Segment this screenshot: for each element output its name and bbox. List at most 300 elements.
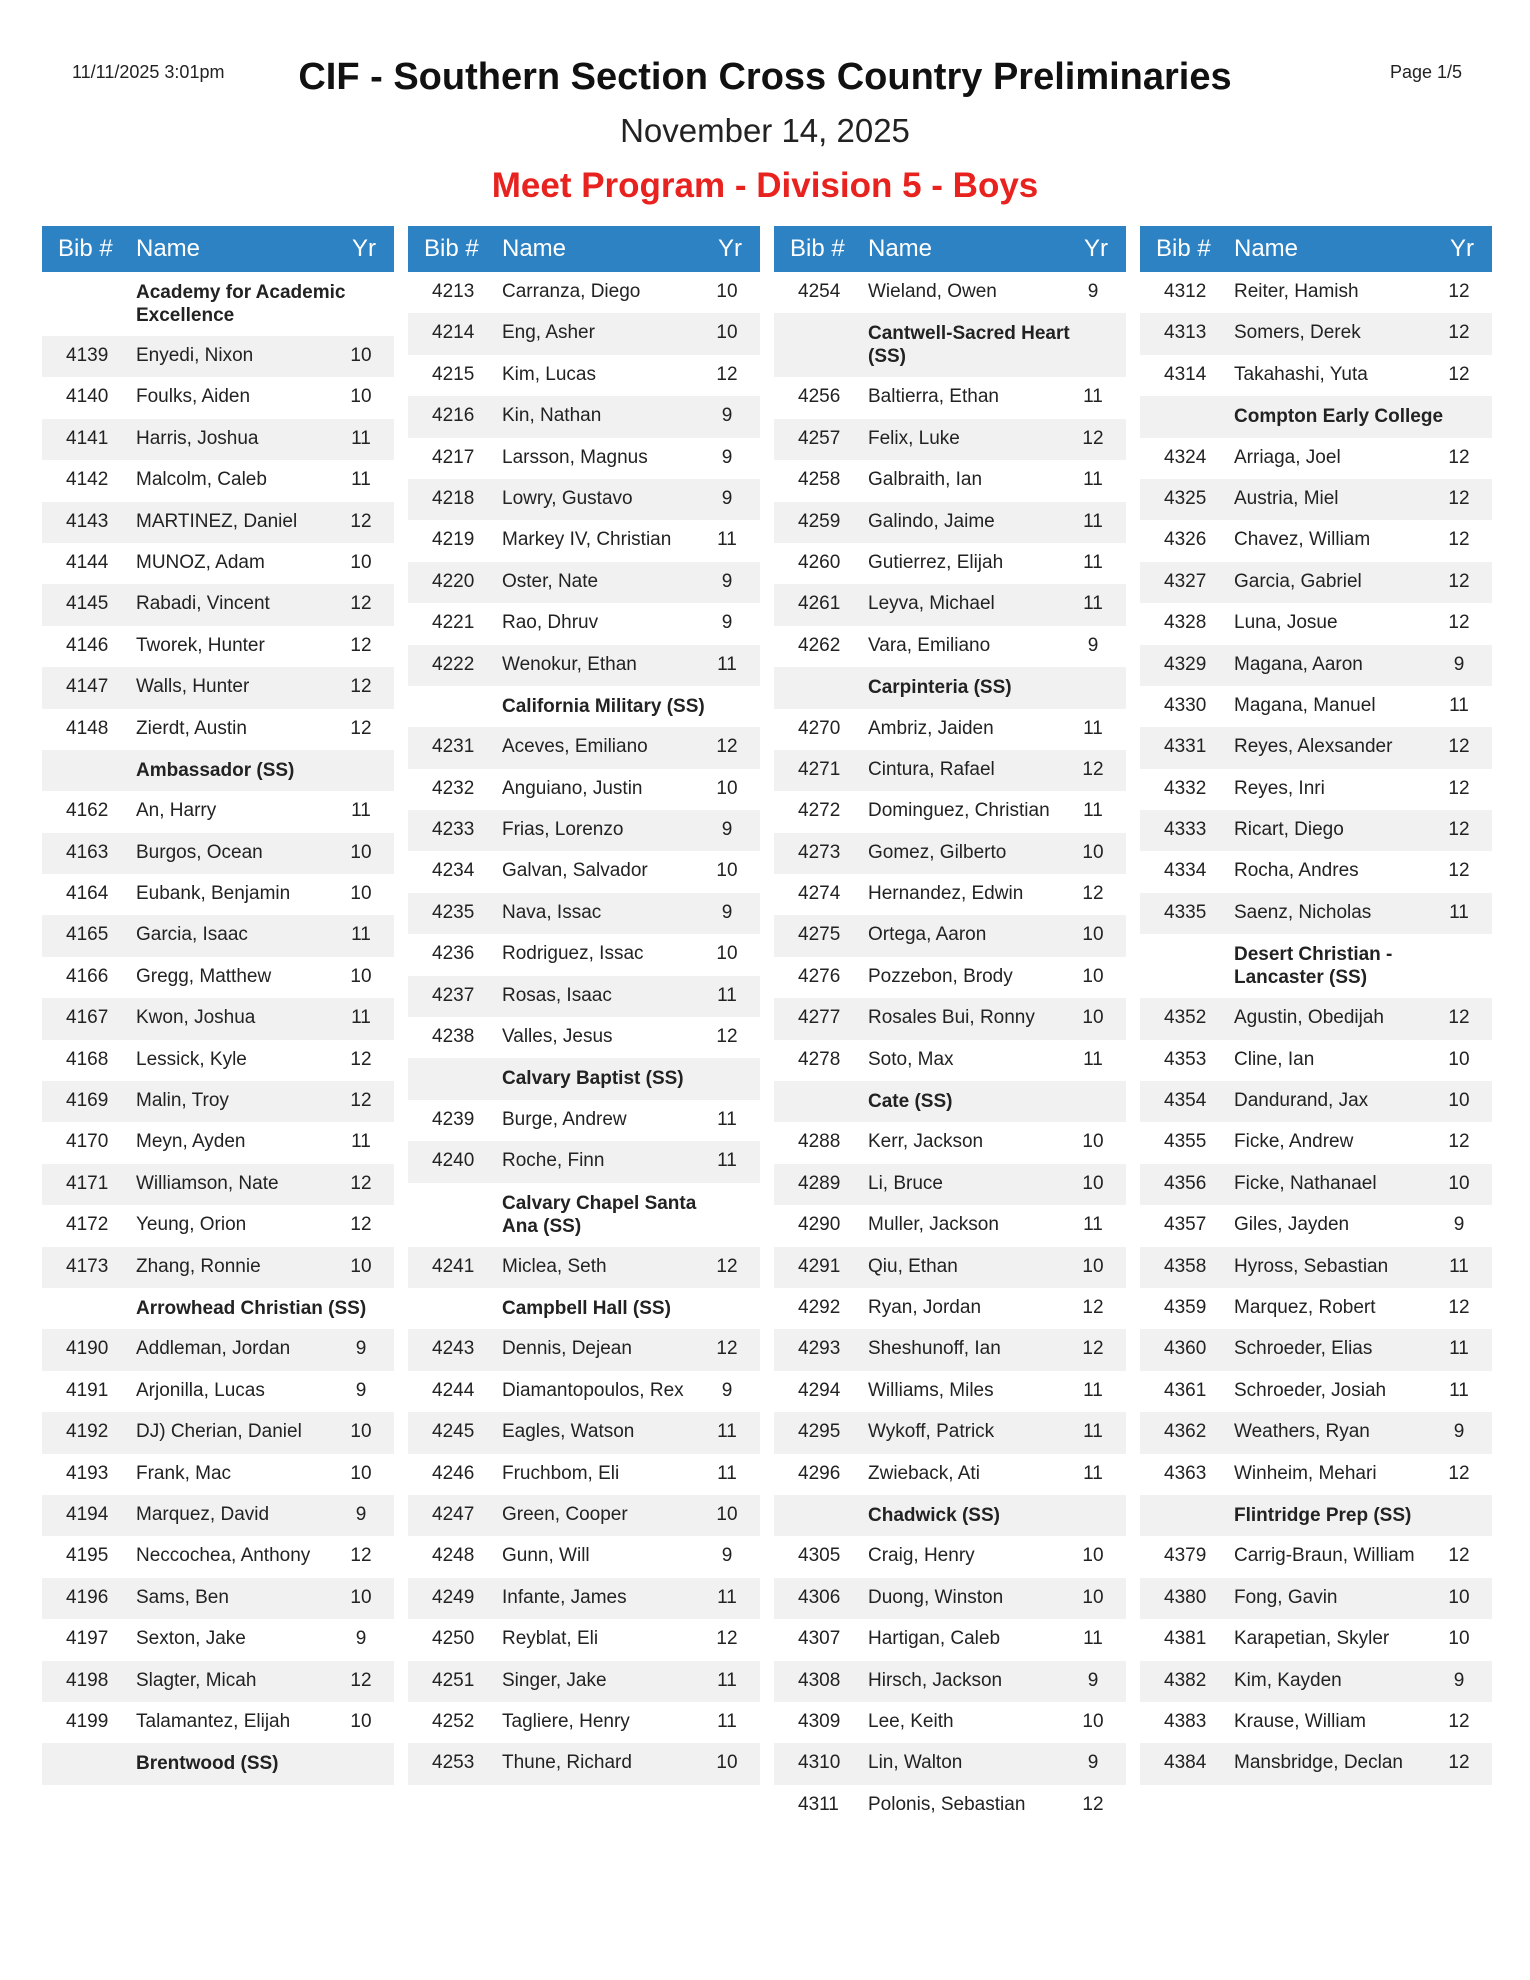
athlete-row: [1140, 438, 1492, 479]
athlete-row: [42, 1329, 394, 1370]
athlete-row: [1140, 810, 1492, 851]
team-name: Academy for Academic Excellence: [136, 282, 346, 326]
athlete-name: Rao, Dhruv: [502, 612, 599, 634]
bib-number: 4295: [798, 1421, 841, 1443]
bib-number: 4258: [798, 469, 841, 491]
athlete-row: [408, 810, 760, 851]
bib-number: 4256: [798, 386, 841, 408]
bib-number: 4260: [798, 551, 841, 573]
athlete-name: Ficke, Nathanael: [1234, 1172, 1377, 1194]
athlete-name: Takahashi, Yuta: [1234, 363, 1368, 385]
athlete-row: [42, 460, 394, 501]
grade-year: 12: [1448, 860, 1470, 882]
grade-year: 9: [1087, 281, 1099, 302]
team-header-row: [42, 750, 394, 791]
bib-number: 4192: [66, 1421, 109, 1443]
athlete-row: [42, 1536, 394, 1577]
athlete-row: [408, 1412, 760, 1453]
athlete-row: [408, 438, 760, 479]
grade-year: 11: [717, 1669, 737, 1691]
athlete-name: Kin, Nathan: [502, 405, 602, 427]
athlete-row: [408, 1536, 760, 1577]
bib-number: 4173: [66, 1255, 109, 1277]
athlete-name: Qiu, Ethan: [868, 1255, 958, 1277]
grade-year: 10: [1448, 1172, 1470, 1194]
header-name: Name: [136, 235, 201, 262]
athlete-row: [42, 833, 394, 874]
bib-number: 4324: [1164, 446, 1207, 468]
grade-year: 12: [716, 1255, 738, 1277]
grade-year: 12: [1082, 427, 1104, 449]
athlete-name: Dominguez, Christian: [868, 800, 1050, 822]
bib-number: 4291: [798, 1255, 841, 1277]
grade-year: 12: [716, 1026, 738, 1048]
athlete-name: Anguiano, Justin: [502, 777, 643, 799]
bib-number: 4196: [66, 1586, 109, 1608]
bib-number: 4270: [798, 717, 841, 739]
team-header-row: [1140, 396, 1492, 437]
athlete-row: [774, 460, 1126, 501]
grade-year: 11: [1083, 717, 1103, 739]
athlete-name: Hirsch, Jackson: [868, 1669, 1003, 1691]
athlete-row: [408, 520, 760, 561]
athlete-name: Enyedi, Nixon: [136, 345, 254, 366]
athlete-name: Malcolm, Caleb: [136, 469, 267, 491]
athlete-row: [42, 1454, 394, 1495]
grade-year: 9: [721, 901, 733, 923]
bib-number: 4232: [432, 777, 475, 799]
grade-year: 12: [1448, 363, 1470, 385]
athlete-row: [408, 1743, 760, 1784]
athlete-name: Duong, Winston: [868, 1586, 1004, 1608]
team-header-row: [408, 686, 760, 727]
athlete-row: [774, 1329, 1126, 1370]
column-header: [1140, 226, 1492, 272]
grade-year: 10: [350, 345, 372, 366]
athlete-row: [1140, 769, 1492, 810]
bib-number: 4330: [1164, 694, 1207, 716]
athlete-name: Frank, Mac: [136, 1462, 232, 1484]
bib-number: 4221: [432, 612, 475, 634]
bib-number: 4257: [798, 427, 841, 449]
grade-year: 9: [1087, 1669, 1099, 1691]
grade-year: 10: [350, 386, 372, 408]
grade-year: 10: [1082, 841, 1104, 863]
athlete-row: [42, 998, 394, 1039]
grade-year: 12: [1448, 1752, 1470, 1774]
grade-year: 9: [721, 612, 733, 634]
athlete-row: [408, 1619, 760, 1660]
grade-year: 12: [1448, 777, 1470, 799]
team-header-row: [774, 313, 1126, 377]
bib-number: 4272: [798, 800, 841, 822]
athlete-name: Reyblat, Eli: [502, 1628, 599, 1650]
athlete-name: Zierdt, Austin: [136, 717, 247, 739]
grade-year: 11: [351, 800, 371, 822]
athlete-name: Miclea, Seth: [502, 1255, 607, 1277]
athlete-name: Rodriguez, Issac: [502, 943, 644, 965]
team-name: Calvary Chapel Santa Ana (SS): [502, 1192, 697, 1237]
grade-year: 11: [1083, 510, 1103, 532]
grade-year: 10: [350, 551, 372, 573]
athlete-row: [408, 603, 760, 644]
bib-number: 4361: [1164, 1379, 1207, 1401]
athlete-name: Li, Bruce: [868, 1172, 943, 1194]
roster-rows: [42, 272, 394, 1785]
bib-number: 4276: [798, 965, 841, 987]
athlete-name: Burgos, Ocean: [136, 841, 263, 863]
team-name: Arrowhead Christian (SS): [136, 1297, 367, 1319]
team-header-row: [774, 667, 1126, 708]
grade-year: 10: [350, 841, 372, 863]
bib-number: 4305: [798, 1545, 841, 1567]
bib-number: 4325: [1164, 487, 1207, 509]
athlete-row: [1140, 355, 1492, 396]
athlete-row: [42, 1702, 394, 1743]
athlete-name: Talamantez, Elijah: [136, 1710, 291, 1732]
team-header-row: [774, 1081, 1126, 1122]
athlete-name: Pozzebon, Brody: [868, 965, 1013, 987]
grade-year: 11: [1083, 593, 1103, 615]
athlete-name: Diamantopoulos, Rex: [502, 1379, 684, 1401]
grade-year: 9: [1087, 1752, 1099, 1774]
bib-number: 4191: [66, 1379, 109, 1401]
grade-year: 9: [355, 1379, 367, 1401]
roster-rows: [1140, 272, 1492, 1785]
bib-number: 4240: [432, 1150, 475, 1172]
grade-year: 11: [1083, 1421, 1103, 1443]
bib-number: 4253: [432, 1752, 475, 1774]
team-name: Brentwood (SS): [136, 1753, 279, 1775]
grade-year: 12: [350, 1214, 372, 1236]
athlete-row: [42, 502, 394, 543]
grade-year: 12: [1082, 1296, 1104, 1318]
grade-year: 11: [1083, 1462, 1103, 1484]
grade-year: 12: [350, 676, 372, 698]
athlete-name: Wykoff, Patrick: [868, 1421, 995, 1443]
athlete-row: [774, 1371, 1126, 1412]
page-number: Page 1/5: [1389, 62, 1462, 82]
grade-year: 12: [350, 1090, 372, 1112]
grade-year: 11: [1449, 694, 1469, 716]
bib-number: 4355: [1164, 1131, 1207, 1153]
bib-number: 4383: [1164, 1710, 1207, 1732]
team-name: Desert Christian - Lancaster (SS): [1234, 944, 1393, 989]
grade-year: 10: [1448, 1586, 1470, 1608]
header-year: Yr: [1450, 235, 1474, 262]
athlete-row: [1140, 1288, 1492, 1329]
header-name: Name: [868, 235, 933, 262]
athlete-row: [42, 1081, 394, 1122]
bib-number: 4190: [66, 1338, 109, 1360]
roster-column-2: [408, 226, 760, 1785]
grade-year: 9: [721, 487, 733, 509]
athlete-row: [1140, 686, 1492, 727]
athlete-name: Dandurand, Jax: [1234, 1090, 1369, 1112]
bib-number: 4384: [1164, 1752, 1207, 1774]
grade-year: 10: [716, 1503, 738, 1525]
athlete-name: Williams, Miles: [868, 1379, 994, 1401]
athlete-name: Tworek, Hunter: [136, 634, 265, 656]
bib-number: 4313: [1164, 322, 1207, 344]
team-name: Calvary Baptist (SS): [502, 1068, 684, 1090]
bib-number: 4233: [432, 819, 475, 841]
athlete-name: Ambriz, Jaiden: [868, 717, 994, 739]
athlete-row: [408, 1100, 760, 1141]
athlete-row: [774, 543, 1126, 584]
bib-number: 4218: [432, 487, 475, 509]
athlete-row: [408, 976, 760, 1017]
bib-number: 4217: [432, 446, 475, 468]
athlete-row: [774, 1454, 1126, 1495]
grade-year: 11: [717, 984, 737, 1006]
bib-number: 4262: [798, 634, 841, 656]
bib-number: 4360: [1164, 1338, 1207, 1360]
grade-year: 10: [1082, 1131, 1104, 1153]
roster-column-3: [774, 226, 1126, 1826]
athlete-row: [774, 709, 1126, 750]
grade-year: 11: [351, 1131, 371, 1153]
bib-number: 4237: [432, 984, 475, 1006]
athlete-row: [774, 1164, 1126, 1205]
athlete-row: [42, 1205, 394, 1246]
bib-number: 4362: [1164, 1421, 1207, 1443]
grade-year: 12: [1448, 819, 1470, 841]
athlete-row: [774, 1578, 1126, 1619]
athlete-name: Krause, William: [1234, 1710, 1366, 1732]
bib-number: 4172: [66, 1214, 109, 1236]
grade-year: 12: [1448, 1710, 1470, 1732]
grade-year: 9: [355, 1628, 367, 1650]
athlete-row: [1140, 1040, 1492, 1081]
athlete-name: An, Harry: [136, 800, 217, 822]
grade-year: 10: [350, 1710, 372, 1732]
grade-year: 10: [716, 281, 738, 302]
bib-number: 4335: [1164, 901, 1207, 923]
athlete-name: Giles, Jayden: [1234, 1214, 1350, 1236]
page-header: [0, 0, 1530, 226]
athlete-name: Reyes, Inri: [1234, 777, 1325, 799]
athlete-row: [408, 1247, 760, 1288]
athlete-name: Hernandez, Edwin: [868, 883, 1024, 905]
grade-year: 10: [1082, 1710, 1104, 1732]
team-header-row: [408, 1288, 760, 1329]
athlete-name: Rabadi, Vincent: [136, 593, 270, 615]
grade-year: 11: [1083, 551, 1103, 573]
grade-year: 10: [1082, 1172, 1104, 1194]
athlete-name: Thune, Richard: [502, 1752, 632, 1774]
roster-rows: [408, 272, 760, 1785]
athlete-name: Rosales Bui, Ronny: [868, 1007, 1035, 1029]
athlete-row: [1140, 1205, 1492, 1246]
bib-number: 4143: [66, 510, 109, 532]
header-year: Yr: [352, 235, 376, 262]
athlete-row: [774, 584, 1126, 625]
grade-year: 11: [1083, 1379, 1103, 1401]
athlete-name: Sexton, Jake: [136, 1628, 246, 1650]
team-header-row: [1140, 1495, 1492, 1536]
grade-year: 12: [1448, 1131, 1470, 1153]
athlete-row: [408, 934, 760, 975]
bib-number: 4381: [1164, 1628, 1207, 1650]
athlete-name: Tagliere, Henry: [502, 1710, 630, 1732]
athlete-name: Lessick, Kyle: [136, 1048, 247, 1070]
bib-number: 4327: [1164, 570, 1207, 592]
grade-year: 11: [1083, 1214, 1103, 1236]
athlete-name: Foulks, Aiden: [136, 386, 251, 408]
athlete-row: [42, 1619, 394, 1660]
bib-number: 4261: [798, 593, 841, 615]
athlete-name: Garcia, Isaac: [136, 924, 248, 946]
bib-number: 4168: [66, 1048, 109, 1070]
athlete-row: [408, 1017, 760, 1058]
bib-number: 4326: [1164, 529, 1207, 551]
athlete-row: [408, 1141, 760, 1182]
bib-number: 4357: [1164, 1214, 1207, 1236]
athlete-name: Rosas, Isaac: [502, 984, 612, 1006]
athlete-name: Eng, Asher: [502, 322, 595, 344]
athlete-row: [42, 543, 394, 584]
athlete-row: [774, 957, 1126, 998]
grade-year: 12: [1448, 612, 1470, 634]
bib-number: 4254: [798, 281, 841, 302]
bib-number: 4294: [798, 1379, 841, 1401]
athlete-name: Wieland, Owen: [868, 281, 997, 302]
grade-year: 11: [351, 1007, 371, 1029]
athlete-name: Craig, Henry: [868, 1545, 975, 1567]
bib-number: 4244: [432, 1379, 475, 1401]
grade-year: 12: [1448, 446, 1470, 468]
bib-number: 4328: [1164, 612, 1207, 634]
athlete-name: Gunn, Will: [502, 1545, 590, 1567]
athlete-name: Weathers, Ryan: [1234, 1421, 1370, 1443]
athlete-row: [774, 833, 1126, 874]
header-year: Yr: [718, 235, 742, 262]
grade-year: 10: [350, 1462, 372, 1484]
team-header-row: [42, 1288, 394, 1329]
grade-year: 10: [1448, 1090, 1470, 1112]
bib-number: 4195: [66, 1545, 109, 1567]
bib-number: 4144: [66, 551, 109, 573]
bib-number: 4234: [432, 860, 475, 882]
athlete-name: Markey IV, Christian: [502, 529, 672, 551]
athlete-row: [408, 645, 760, 686]
athlete-name: Frias, Lorenzo: [502, 819, 624, 841]
grade-year: 9: [721, 1379, 733, 1401]
grade-year: 11: [1449, 1255, 1469, 1277]
bib-number: 4329: [1164, 653, 1207, 675]
printed-timestamp: 11/11/2025 3:01pm: [72, 62, 225, 82]
athlete-row: [1140, 603, 1492, 644]
bib-number: 4273: [798, 841, 841, 863]
athlete-name: Fruchbom, Eli: [502, 1462, 620, 1484]
bib-number: 4380: [1164, 1586, 1207, 1608]
athlete-name: Somers, Derek: [1234, 322, 1361, 344]
bib-number: 4306: [798, 1586, 841, 1608]
athlete-row: [408, 1495, 760, 1536]
grade-year: 12: [1448, 487, 1470, 509]
athlete-row: [774, 915, 1126, 956]
athlete-name: Meyn, Ayden: [136, 1131, 246, 1153]
athlete-name: Garcia, Gabriel: [1234, 570, 1362, 592]
header-bib: Bib #: [58, 235, 113, 262]
athlete-name: Kwon, Joshua: [136, 1007, 256, 1029]
athlete-name: Green, Cooper: [502, 1503, 628, 1525]
grade-year: 12: [1448, 529, 1470, 551]
athlete-name: Kim, Lucas: [502, 363, 596, 385]
program-subtitle: Meet Program - Division 5 - Boys: [491, 166, 1039, 205]
grade-year: 12: [716, 1628, 738, 1650]
athlete-row: [408, 1454, 760, 1495]
grade-year: 11: [1083, 469, 1103, 491]
bib-number: 4352: [1164, 1007, 1207, 1029]
grade-year: 11: [717, 1108, 737, 1130]
athlete-row: [774, 1288, 1126, 1329]
athlete-row: [1140, 998, 1492, 1039]
athlete-row: [774, 874, 1126, 915]
bib-number: 4165: [66, 924, 109, 946]
athlete-name: Larsson, Magnus: [502, 446, 648, 468]
grade-year: 12: [1448, 322, 1470, 344]
athlete-row: [1140, 1329, 1492, 1370]
header-bib: Bib #: [1156, 235, 1211, 262]
bib-number: 4213: [432, 281, 475, 302]
bib-number: 4231: [432, 736, 475, 758]
bib-number: 4333: [1164, 819, 1207, 841]
bib-number: 4169: [66, 1090, 109, 1112]
athlete-name: Lowry, Gustavo: [502, 487, 633, 509]
grade-year: 12: [350, 593, 372, 615]
athlete-name: Gomez, Gilberto: [868, 841, 1007, 863]
athlete-name: Oster, Nate: [502, 570, 599, 592]
grade-year: 11: [717, 1710, 737, 1732]
bib-number: 4363: [1164, 1462, 1207, 1484]
team-name: Chadwick (SS): [868, 1504, 1000, 1526]
athlete-row: [1140, 1412, 1492, 1453]
team-name: Flintridge Prep (SS): [1234, 1504, 1412, 1526]
grade-year: 11: [1083, 800, 1103, 822]
athlete-name: Ficke, Andrew: [1234, 1131, 1354, 1153]
athlete-name: Muller, Jackson: [868, 1214, 999, 1236]
athlete-row: [42, 667, 394, 708]
grade-year: 12: [350, 1172, 372, 1194]
grade-year: 10: [1082, 1545, 1104, 1567]
bib-number: 4334: [1164, 860, 1207, 882]
athlete-row: [1140, 1081, 1492, 1122]
athlete-row: [774, 1412, 1126, 1453]
grade-year: 10: [716, 1752, 738, 1774]
bib-number: 4309: [798, 1710, 841, 1732]
bib-number: 4197: [66, 1628, 109, 1650]
athlete-row: [408, 562, 760, 603]
athlete-name: DJ) Cherian, Daniel: [136, 1421, 302, 1443]
athlete-row: [1140, 1702, 1492, 1743]
grade-year: 12: [1448, 1462, 1470, 1484]
bib-number: 4246: [432, 1462, 475, 1484]
grade-year: 10: [1082, 1586, 1104, 1608]
athlete-row: [1140, 645, 1492, 686]
athlete-row: [774, 626, 1126, 667]
athlete-name: Lin, Walton: [868, 1752, 963, 1774]
grade-year: 10: [716, 860, 738, 882]
athlete-name: Magana, Aaron: [1234, 653, 1363, 675]
header-name: Name: [502, 235, 567, 262]
grade-year: 11: [351, 427, 371, 449]
grade-year: 12: [1448, 1296, 1470, 1318]
athlete-name: Williamson, Nate: [136, 1172, 279, 1194]
grade-year: 10: [350, 1255, 372, 1277]
bib-number: 4216: [432, 405, 475, 427]
